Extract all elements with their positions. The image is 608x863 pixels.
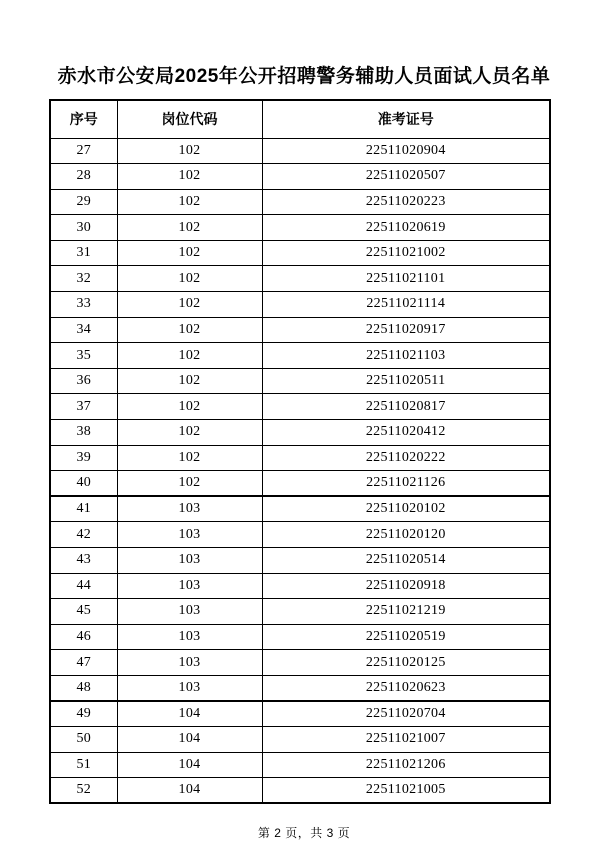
serial-number-cell: 36: [50, 368, 117, 394]
ticket-number-cell: 22511020223: [262, 189, 550, 215]
serial-number-cell: 41: [50, 496, 117, 522]
column-header-serial-number: 序号: [50, 100, 117, 138]
position-code-cell: 104: [117, 701, 262, 727]
serial-number-cell: 34: [50, 317, 117, 343]
table-row: [50, 675, 550, 701]
serial-number-cell: 42: [50, 522, 117, 548]
position-code-cell: 104: [117, 778, 262, 804]
ticket-number-cell: 22511020507: [262, 164, 550, 190]
ticket-number-cell: 22511021206: [262, 752, 550, 778]
serial-number-cell: 37: [50, 394, 117, 420]
position-code-cell: 102: [117, 445, 262, 471]
position-code-cell: 102: [117, 138, 262, 164]
ticket-number-cell: 22511021005: [262, 778, 550, 804]
ticket-number-cell: 22511021007: [262, 727, 550, 753]
table-header-row: [50, 100, 550, 138]
table-row: [50, 727, 550, 753]
position-code-cell: 103: [117, 573, 262, 599]
table-row: [50, 368, 550, 394]
position-code-cell: 102: [117, 368, 262, 394]
position-code-cell: 102: [117, 266, 262, 292]
table-row: [50, 292, 550, 318]
position-code-cell: 104: [117, 752, 262, 778]
table-row: [50, 471, 550, 497]
serial-number-cell: 48: [50, 675, 117, 701]
ticket-number-cell: 22511020917: [262, 317, 550, 343]
table-row: [50, 317, 550, 343]
ticket-number-cell: 22511020120: [262, 522, 550, 548]
position-code-cell: 102: [117, 292, 262, 318]
table-row: [50, 548, 550, 574]
serial-number-cell: 32: [50, 266, 117, 292]
ticket-number-cell: 22511020514: [262, 548, 550, 574]
table-row: [50, 599, 550, 625]
table-row: [50, 266, 550, 292]
table-row: [50, 701, 550, 727]
serial-number-cell: 52: [50, 778, 117, 804]
ticket-number-cell: 22511020918: [262, 573, 550, 599]
table-row: [50, 240, 550, 266]
position-code-cell: 102: [117, 317, 262, 343]
ticket-number-cell: 22511020102: [262, 496, 550, 522]
ticket-number-cell: 22511020619: [262, 215, 550, 241]
ticket-number-cell: 22511021002: [262, 240, 550, 266]
serial-number-cell: 33: [50, 292, 117, 318]
ticket-number-cell: 22511020511: [262, 368, 550, 394]
position-code-cell: 102: [117, 240, 262, 266]
ticket-number-cell: 22511021219: [262, 599, 550, 625]
position-code-cell: 102: [117, 343, 262, 369]
position-code-cell: 102: [117, 420, 262, 446]
table-row: [50, 420, 550, 446]
position-code-cell: 103: [117, 548, 262, 574]
position-code-cell: 102: [117, 164, 262, 190]
table-row: [50, 624, 550, 650]
table-row: [50, 394, 550, 420]
serial-number-cell: 49: [50, 701, 117, 727]
table-row: [50, 496, 550, 522]
ticket-number-cell: 22511021114: [262, 292, 550, 318]
ticket-number-cell: 22511020519: [262, 624, 550, 650]
ticket-number-cell: 22511020704: [262, 701, 550, 727]
serial-number-cell: 43: [50, 548, 117, 574]
serial-number-cell: 29: [50, 189, 117, 215]
page-indicator: 第 2 页，共 3 页: [257, 826, 351, 840]
serial-number-cell: 39: [50, 445, 117, 471]
position-code-cell: 103: [117, 624, 262, 650]
serial-number-cell: 46: [50, 624, 117, 650]
roster-table: [49, 99, 551, 804]
position-code-cell: 102: [117, 215, 262, 241]
table-body: [50, 138, 550, 803]
table-row: [50, 752, 550, 778]
position-code-cell: 103: [117, 650, 262, 676]
column-header-ticket-number: 准考证号: [262, 100, 550, 138]
ticket-number-cell: 22511020222: [262, 445, 550, 471]
table-row: [50, 522, 550, 548]
serial-number-cell: 35: [50, 343, 117, 369]
table-row: [50, 215, 550, 241]
table-row: [50, 138, 550, 164]
serial-number-cell: 47: [50, 650, 117, 676]
serial-number-cell: 28: [50, 164, 117, 190]
ticket-number-cell: 22511020412: [262, 420, 550, 446]
serial-number-cell: 40: [50, 471, 117, 497]
ticket-number-cell: 22511020817: [262, 394, 550, 420]
table-row: [50, 650, 550, 676]
ticket-number-cell: 22511020623: [262, 675, 550, 701]
table-row: [50, 573, 550, 599]
serial-number-cell: 45: [50, 599, 117, 625]
ticket-number-cell: 22511021101: [262, 266, 550, 292]
table-row: [50, 164, 550, 190]
serial-number-cell: 38: [50, 420, 117, 446]
column-header-position-code: 岗位代码: [117, 100, 262, 138]
serial-number-cell: 30: [50, 215, 117, 241]
serial-number-cell: 50: [50, 727, 117, 753]
position-code-cell: 103: [117, 675, 262, 701]
serial-number-cell: 44: [50, 573, 117, 599]
serial-number-cell: 27: [50, 138, 117, 164]
page-title: 赤水市公安局2025年公开招聘警务辅助人员面试人员名单: [57, 66, 551, 87]
position-code-cell: 103: [117, 599, 262, 625]
serial-number-cell: 31: [50, 240, 117, 266]
ticket-number-cell: 22511020125: [262, 650, 550, 676]
table-row: [50, 189, 550, 215]
ticket-number-cell: 22511021103: [262, 343, 550, 369]
ticket-number-cell: 22511021126: [262, 471, 550, 497]
position-code-cell: 103: [117, 496, 262, 522]
position-code-cell: 102: [117, 471, 262, 497]
serial-number-cell: 51: [50, 752, 117, 778]
table-row: [50, 778, 550, 804]
position-code-cell: 102: [117, 189, 262, 215]
table-row: [50, 445, 550, 471]
position-code-cell: 104: [117, 727, 262, 753]
position-code-cell: 103: [117, 522, 262, 548]
table-row: [50, 343, 550, 369]
position-code-cell: 102: [117, 394, 262, 420]
ticket-number-cell: 22511020904: [262, 138, 550, 164]
